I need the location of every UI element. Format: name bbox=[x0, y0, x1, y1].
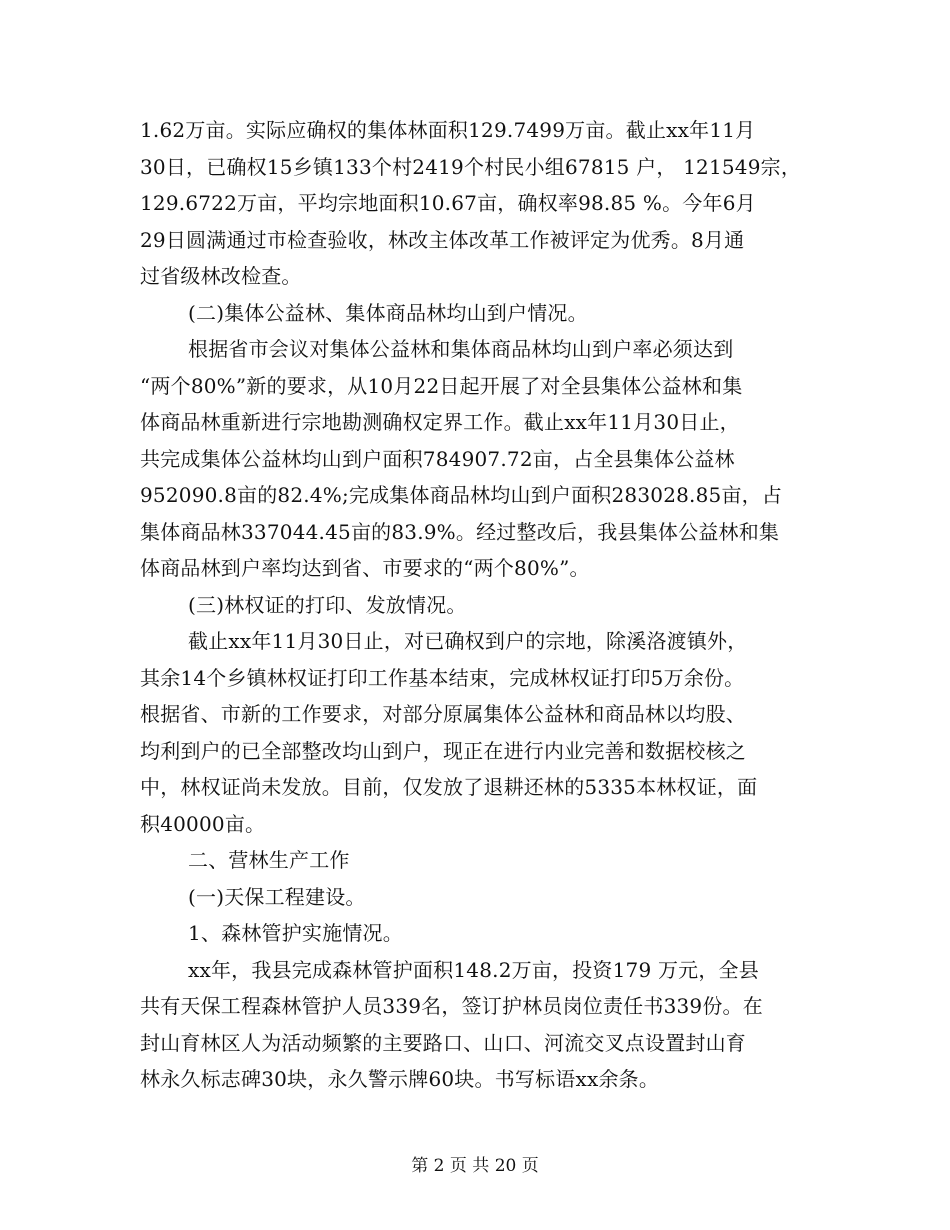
text-line: 根据省市会议对集体公益林和集体商品林均山到户率必须达到 bbox=[188, 337, 734, 361]
text-line: 共有天保工程森林管护人员339名，签订护林员岗位责任书339份。在 bbox=[140, 994, 763, 1018]
text-line: 体商品林重新进行宗地勘测确权定界工作。截止xx年11月30日止， bbox=[140, 410, 740, 434]
section-heading: 1、森林管护实施情况。 bbox=[188, 921, 403, 945]
text-line: 体商品林到户率均达到省、市要求的“两个80%”。 bbox=[140, 556, 590, 580]
section-heading: (三)林权证的打印、发放情况。 bbox=[188, 592, 467, 617]
text-line: “两个80%”新的要求，从10月22日起开展了对全县集体公益林和集 bbox=[140, 373, 743, 398]
text-line: 封山育林区人为活动频繁的主要路口、山口、河流交叉点设置封山育 bbox=[140, 1030, 746, 1055]
text-line: 林永久标志碑30块，永久警示牌60块。书写标语xx余条。 bbox=[140, 1067, 660, 1091]
text-line: 积40000亩。 bbox=[140, 811, 266, 836]
text-line: 30日，已确权15乡镇133个村2419个村民小组67815 户， 121549宗， bbox=[140, 154, 802, 179]
text-line: 截止xx年11月30日止，对已确权到户的宗地，除溪洛渡镇外， bbox=[188, 629, 748, 653]
text-line: xx年，我县完成森林管护面积148.2万亩，投资179 万元，全县 bbox=[188, 957, 759, 982]
text-line: 根据省、市新的工作要求，对部分原属集体公益林和商品林以均股、 bbox=[140, 702, 746, 726]
page-number-footer: 第 2 页 共 20 页 bbox=[411, 1156, 539, 1176]
text-line: 均利到户的已全部整改均山到户，现正在进行内业完善和数据校核之 bbox=[140, 738, 746, 763]
document-body bbox=[140, 112, 840, 1098]
text-line: 其余14个乡镇林权证打印工作基本结束，完成林权证打印5万余份。 bbox=[140, 665, 745, 690]
text-line: 1.62万亩。实际应确权的集体林面积129.7499万亩。截止xx年11月 bbox=[140, 118, 756, 142]
text-line: 29日圆满通过市检查验收，林改主体改革工作被评定为优秀。8月通 bbox=[140, 227, 745, 252]
section-heading: (一)天保工程建设。 bbox=[188, 884, 366, 909]
text-line: 中，林权证尚未发放。目前，仅发放了退耕还林的5335本林权证，面 bbox=[140, 775, 758, 799]
section-heading: (二)集体公益林、集体商品林均山到户情况。 bbox=[188, 300, 588, 325]
text-line: 过省级林改检查。 bbox=[140, 264, 302, 288]
text-line: 952090.8亩的82.4%;完成集体商品林均山到户面积283028.85亩，占 bbox=[140, 483, 783, 507]
section-heading: 二、营林生产工作 bbox=[188, 848, 350, 872]
text-line: 共完成集体公益林均山到户面积784907.72亩，占全县集体公益林 bbox=[140, 446, 735, 471]
text-line: 集体商品林337044.45亩的83.9%。经过整改后，我县集体公益林和集 bbox=[140, 519, 780, 544]
text-line: 129.6722万亩，平均宗地面积10.67亩，确权率98.85 %。今年6月 bbox=[140, 191, 756, 215]
